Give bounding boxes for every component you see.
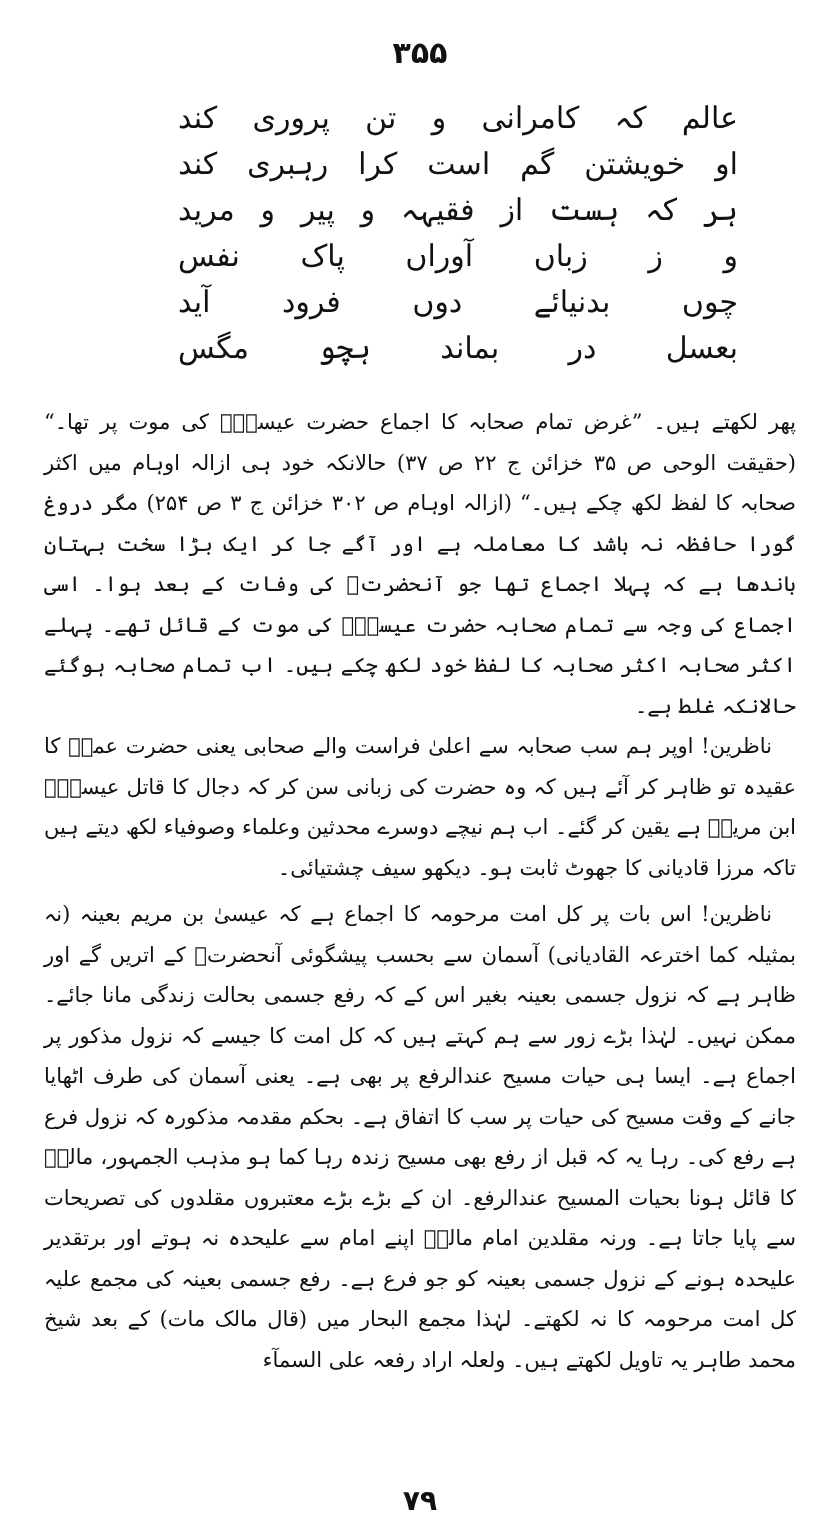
verse-word: مگس xyxy=(178,331,249,366)
verse-line xyxy=(178,96,738,142)
verse-word: پروری xyxy=(252,101,330,136)
verse-word: بماند xyxy=(440,331,500,366)
verse-word: چوں xyxy=(681,285,738,320)
verse-line xyxy=(178,280,738,326)
verse-word: زباں xyxy=(533,239,588,274)
verse-line xyxy=(178,142,738,188)
verse-word: و xyxy=(360,193,376,228)
persian-verses xyxy=(178,96,738,372)
verse-word: نفس xyxy=(178,239,240,274)
verse-word: آید xyxy=(178,285,211,320)
page-number-header: ۳۵۵ xyxy=(392,36,448,71)
verse-word: عالم xyxy=(681,101,738,136)
verse-word: است xyxy=(427,147,491,182)
paragraph: پھر لکھتے ہیں۔ ”غرض تمام صحابہ کا اجماع حضرت عیسیٰؑ کی موت پر تھا۔“ (حقیقت الوحی ص ۳۵ خزائن ج ۲۲ ص ۳۷) حالانکہ خود ہی ازالہ اوہام میں اکثر صحابہ کا لفظ لکھ چکے ہیں۔“ (ازالہ اوہام ص ۳۰۲ خزائن ج ۳ ص ۲۵۴) مگر دروغ گورا حافظہ نہ باشد کا معاملہ ہے اور آگے جا کر ایک بڑا سخت بہتان باندھا ہے کہ پہلا اجماع تھا جو آنحضرتﷺ کی وفات کے بعد ہوا۔ اسی اجماع کی وجہ سے تمام صحابہ حضرت عیسیٰؑ کی موت کے قائل تھے۔ پہلے اکثر صحابہ اکثر صحابہ کا لفظ خود لکھ چکے ہیں۔ اب تمام صحابہ ہوگئے حالانکہ غلط ہے۔ xyxy=(44,410,796,718)
paragraph: ناظرین! اس بات پر کل امت مرحومہ کا اجماع ہے کہ عیسیٰ بن مریم بعینہ (نہ بمثیلہ کما اخترعہ القادیانی) آسمان سے بحسب پیشگوئی آنحضرتﷺ کے اتریں گے اور ظاہر ہے کہ نزول جسمی بعینہ بغیر اس کے کہ رفع جسمی بحالت زندگی مانا جائے۔ ممکن نہیں۔ لہٰذا بڑے زور سے ہم کہتے ہیں کہ کل امت کا جیسے کہ نزول مذکور پر اجماع ہے۔ ایسا ہی حیات مسیح عندالرفع پر بھی ہے۔ یعنی آسمان کی طرف اٹھایا جانے کے وقت مسیح کی حیات پر سب کا اتفاق ہے۔ بحکم مقدمہ مذکورہ کہ نزول فرع ہے رفع کی۔ رہا یہ کہ قبل از رفع بھی مسیح زندہ رہا کما ہو مذہب الجمہور، مالکؒ کا قائل ہونا بحیات المسیح عندالرفع۔ ان کے بڑے بڑے معتبروں مقلدوں کی تصریحات سے پایا جاتا ہے۔ ورنہ مقلدین امام مالکؒ اپنے امام سے علیحدہ نہ ہوتے اور برتقدیر علیحدہ ہونے کے نزول جسمی بعینہ کو جو فرع ہے۔ رفع جسمی بعینہ کی مجمع علیہ کل امت مرحومہ کا نہ لکھتے۔ لہٰذا مجمع البحار میں (قال مالک مات) کے بعد شیخ محمد طاہر یہ تاویل لکھتے ہیں۔ ولعلہ اراد رفعہ علی السمآء xyxy=(44,902,796,1372)
verse-word: آوراں xyxy=(405,239,474,274)
verse-word: از xyxy=(500,193,524,228)
verse-word: فقیہہ xyxy=(400,193,475,228)
verse-word: ہر xyxy=(702,193,738,228)
verse-word: دوں xyxy=(412,285,463,320)
verse-word: ہچو xyxy=(318,331,371,366)
verse-word: کہ xyxy=(645,193,678,228)
verse-word: در xyxy=(568,331,597,366)
verse-word: تن xyxy=(365,101,397,136)
verse-word: خویشتن xyxy=(584,147,686,182)
verse-word: رہبری xyxy=(247,147,329,182)
verse-line xyxy=(178,234,738,280)
verse-word: و xyxy=(723,239,738,274)
verse-line xyxy=(178,188,738,234)
verse-word: پاک xyxy=(300,239,345,274)
body-text xyxy=(44,402,796,1380)
verse-word: مرید xyxy=(178,193,235,228)
verse-word: و xyxy=(431,101,447,136)
page-number-footer: ۷۹ xyxy=(402,1484,438,1517)
verse-word: فرود xyxy=(282,285,341,320)
verse-line xyxy=(178,326,738,372)
verse-word: کرا xyxy=(358,147,398,182)
verse-word: او xyxy=(715,147,738,182)
verse-word: کند xyxy=(178,101,218,136)
verse-word: کہ xyxy=(614,101,647,136)
verse-word: پیر xyxy=(300,193,335,228)
paragraph: ناظرین! اوپر ہم سب صحابہ سے اعلیٰ فراست والے صحابی یعنی حضرت عمرؓ کا عقیدہ تو ظاہر کر آئے ہیں کہ وہ حضرت کی زبانی سن کر کہ دجال کا قاتل عیسیٰؑ ابن مریمؑ ہے یقین کر گئے۔ اب ہم نیچے دوسرے محدثین وعلماء وصوفیاء لکھ دیتے ہیں تاکہ مرزا قادیانی کا جھوٹ ثابت ہو۔ دیکھو سیف چشتیائی۔ xyxy=(44,734,796,880)
verse-word: کامرانی xyxy=(481,101,580,136)
verse-word: بدنیائے xyxy=(533,285,611,320)
verse-word: گم xyxy=(520,147,555,182)
verse-word: و xyxy=(260,193,276,228)
verse-word: کند xyxy=(178,147,218,182)
verse-word: بعسل xyxy=(665,331,738,366)
verse-word: ہست xyxy=(549,193,620,228)
verse-word: ز xyxy=(648,239,663,274)
